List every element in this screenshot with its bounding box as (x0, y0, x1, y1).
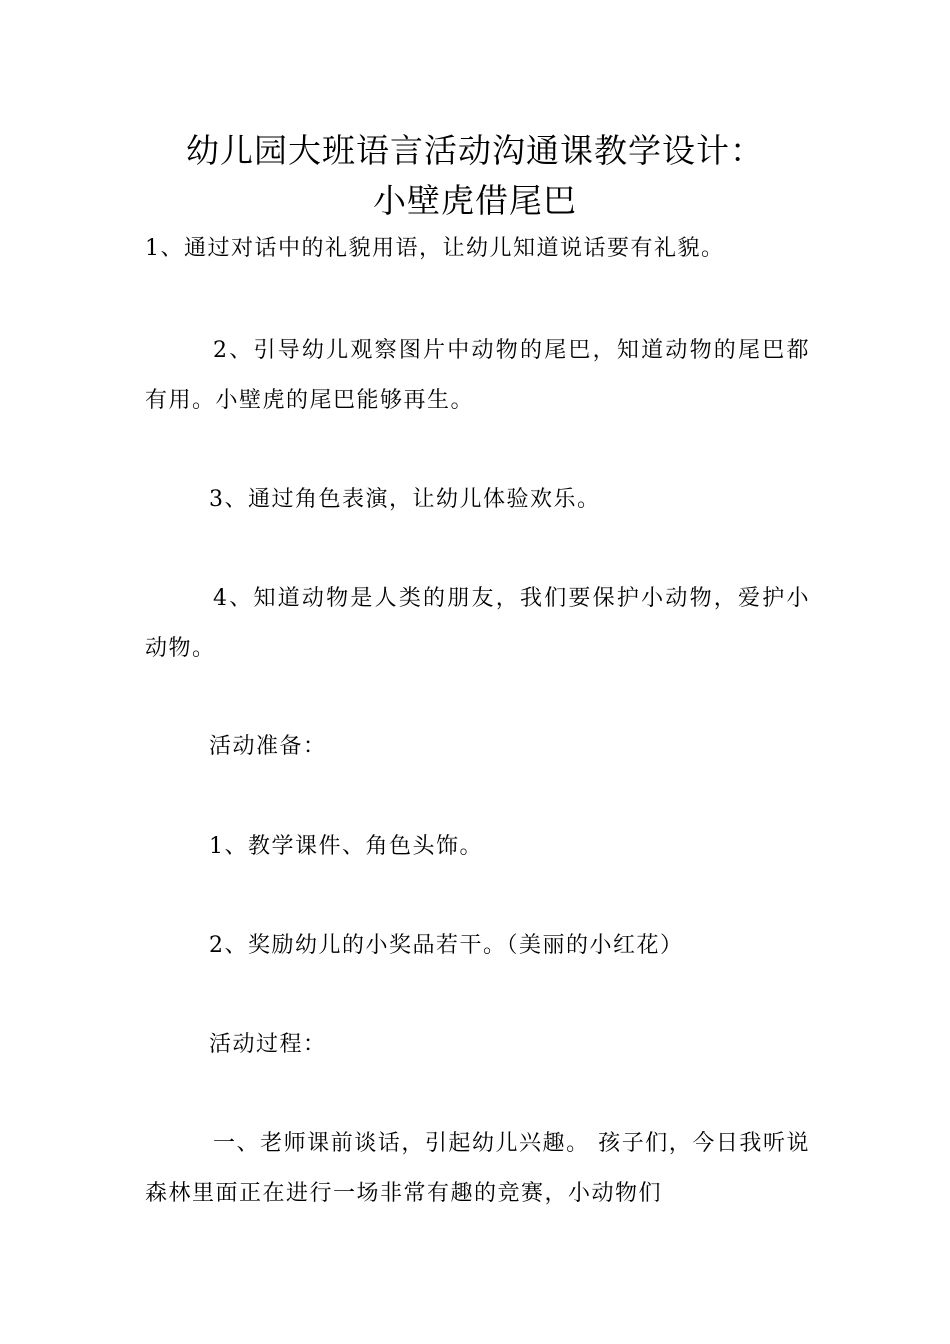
paragraph-preparation-1: 1、教学课件、角色头饰。 (209, 834, 483, 859)
paragraph-preparation-2: 2、奖励幼儿的小奖品若干。（美丽的小红花） (209, 933, 684, 958)
paragraph-objective-2: 2、引导幼儿观察图片中动物的尾巴，知道动物的尾巴都有用。小壁虎的尾巴能够再生。 (145, 338, 810, 413)
document-title-line-1: 幼儿园大班语言活动沟通课教学设计： (186, 131, 764, 170)
paragraph-objective-3: 3、通过角色表演，让幼儿体验欢乐。 (209, 487, 601, 512)
document-title-line-2: 小壁虎借尾巴 (373, 181, 577, 220)
paragraph-objective-1: 1、通过对话中的礼貌用语，让幼儿知道说话要有礼貌。 (145, 236, 725, 261)
paragraph-objective-4: 4、知道动物是人类的朋友，我们要保护小动物，爱护小动物。 (145, 586, 810, 661)
paragraph-process-1: 一、老师课前谈话，引起幼儿兴趣。 孩子们，今日我听说森林里面正在进行一场非常有趣的竞赛，小动物们 (145, 1131, 810, 1206)
section-heading-process: 活动过程： (209, 1032, 327, 1057)
section-heading-preparation: 活动准备： (209, 734, 327, 759)
